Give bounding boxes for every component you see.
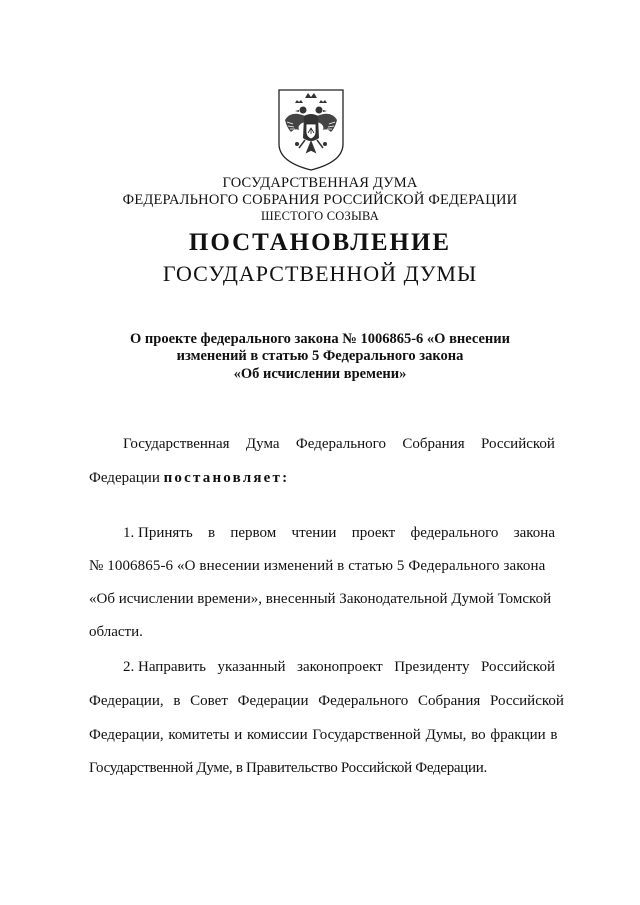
coat-of-arms-emblem xyxy=(277,88,345,172)
item2-line-2: Федерации, в Совет Федерации Федерального Собрания Российской xyxy=(89,693,564,709)
preamble-federation: Федерации xyxy=(89,470,164,486)
item1-word: первом xyxy=(230,525,277,541)
subject-line-3: «Об исчислении времени» xyxy=(233,366,407,382)
preamble-word: Собрания xyxy=(402,436,465,452)
item1-word: 1. Принять xyxy=(123,525,193,541)
header-line-convocation: ШЕСТОГО СОЗЫВА xyxy=(260,209,380,223)
item1-line-3: «Об исчислении времени», внесенный Законодательной Думой Томской xyxy=(89,591,552,607)
item1-word: закона xyxy=(513,525,555,541)
item2-line-1 xyxy=(123,659,555,676)
subject-line-1: О проекте федерального закона № 1006865-6 «О внесении xyxy=(130,331,510,347)
header-line-duma: ГОСУДАРСТВЕННАЯ ДУМА xyxy=(222,175,418,191)
header-line-federal-assembly: ФЕДЕРАЛЬНОГО СОБРАНИЯ РОССИЙСКОЙ ФЕДЕРАЦИИ xyxy=(122,192,518,208)
preamble-line-2 xyxy=(89,470,555,487)
item1-word: чтении xyxy=(291,525,337,541)
item1-line-2: № 1006865-6 «О внесении изменений в статью 5 Федерального закона xyxy=(89,558,546,574)
preamble-word: Дума xyxy=(245,436,280,452)
document-subtitle: ГОСУДАРСТВЕННОЙ ДУМЫ xyxy=(162,261,478,286)
item1-line-1 xyxy=(123,525,555,542)
item2-word: Российской xyxy=(481,659,555,675)
item1-word: в xyxy=(207,525,216,541)
item1-word: федерального xyxy=(410,525,499,541)
item2-word: законопроект xyxy=(297,659,383,675)
item2-word: Президенту xyxy=(394,659,470,675)
preamble-resolves: постановляет: xyxy=(163,470,290,486)
subject-line-2: изменений в статью 5 Федерального закона xyxy=(176,348,464,364)
item2-line-4: Государственной Думе, в Правительство Российской Федерации. xyxy=(89,760,487,776)
document-title: ПОСТАНОВЛЕНИЕ xyxy=(188,229,452,256)
item1-word: проект xyxy=(351,525,396,541)
preamble-line-1 xyxy=(123,436,555,453)
item2-line-3: Федерации, комитеты и комиссии Государственной Думы, во фракции в xyxy=(89,727,558,743)
item1-line-4: области. xyxy=(89,624,143,640)
preamble-word: Федерального xyxy=(295,436,386,452)
item2-word: указанный xyxy=(217,659,286,675)
preamble-word: Российской xyxy=(481,436,555,452)
preamble-word: Государственная xyxy=(123,436,230,452)
item2-word: 2. Направить xyxy=(123,659,206,675)
